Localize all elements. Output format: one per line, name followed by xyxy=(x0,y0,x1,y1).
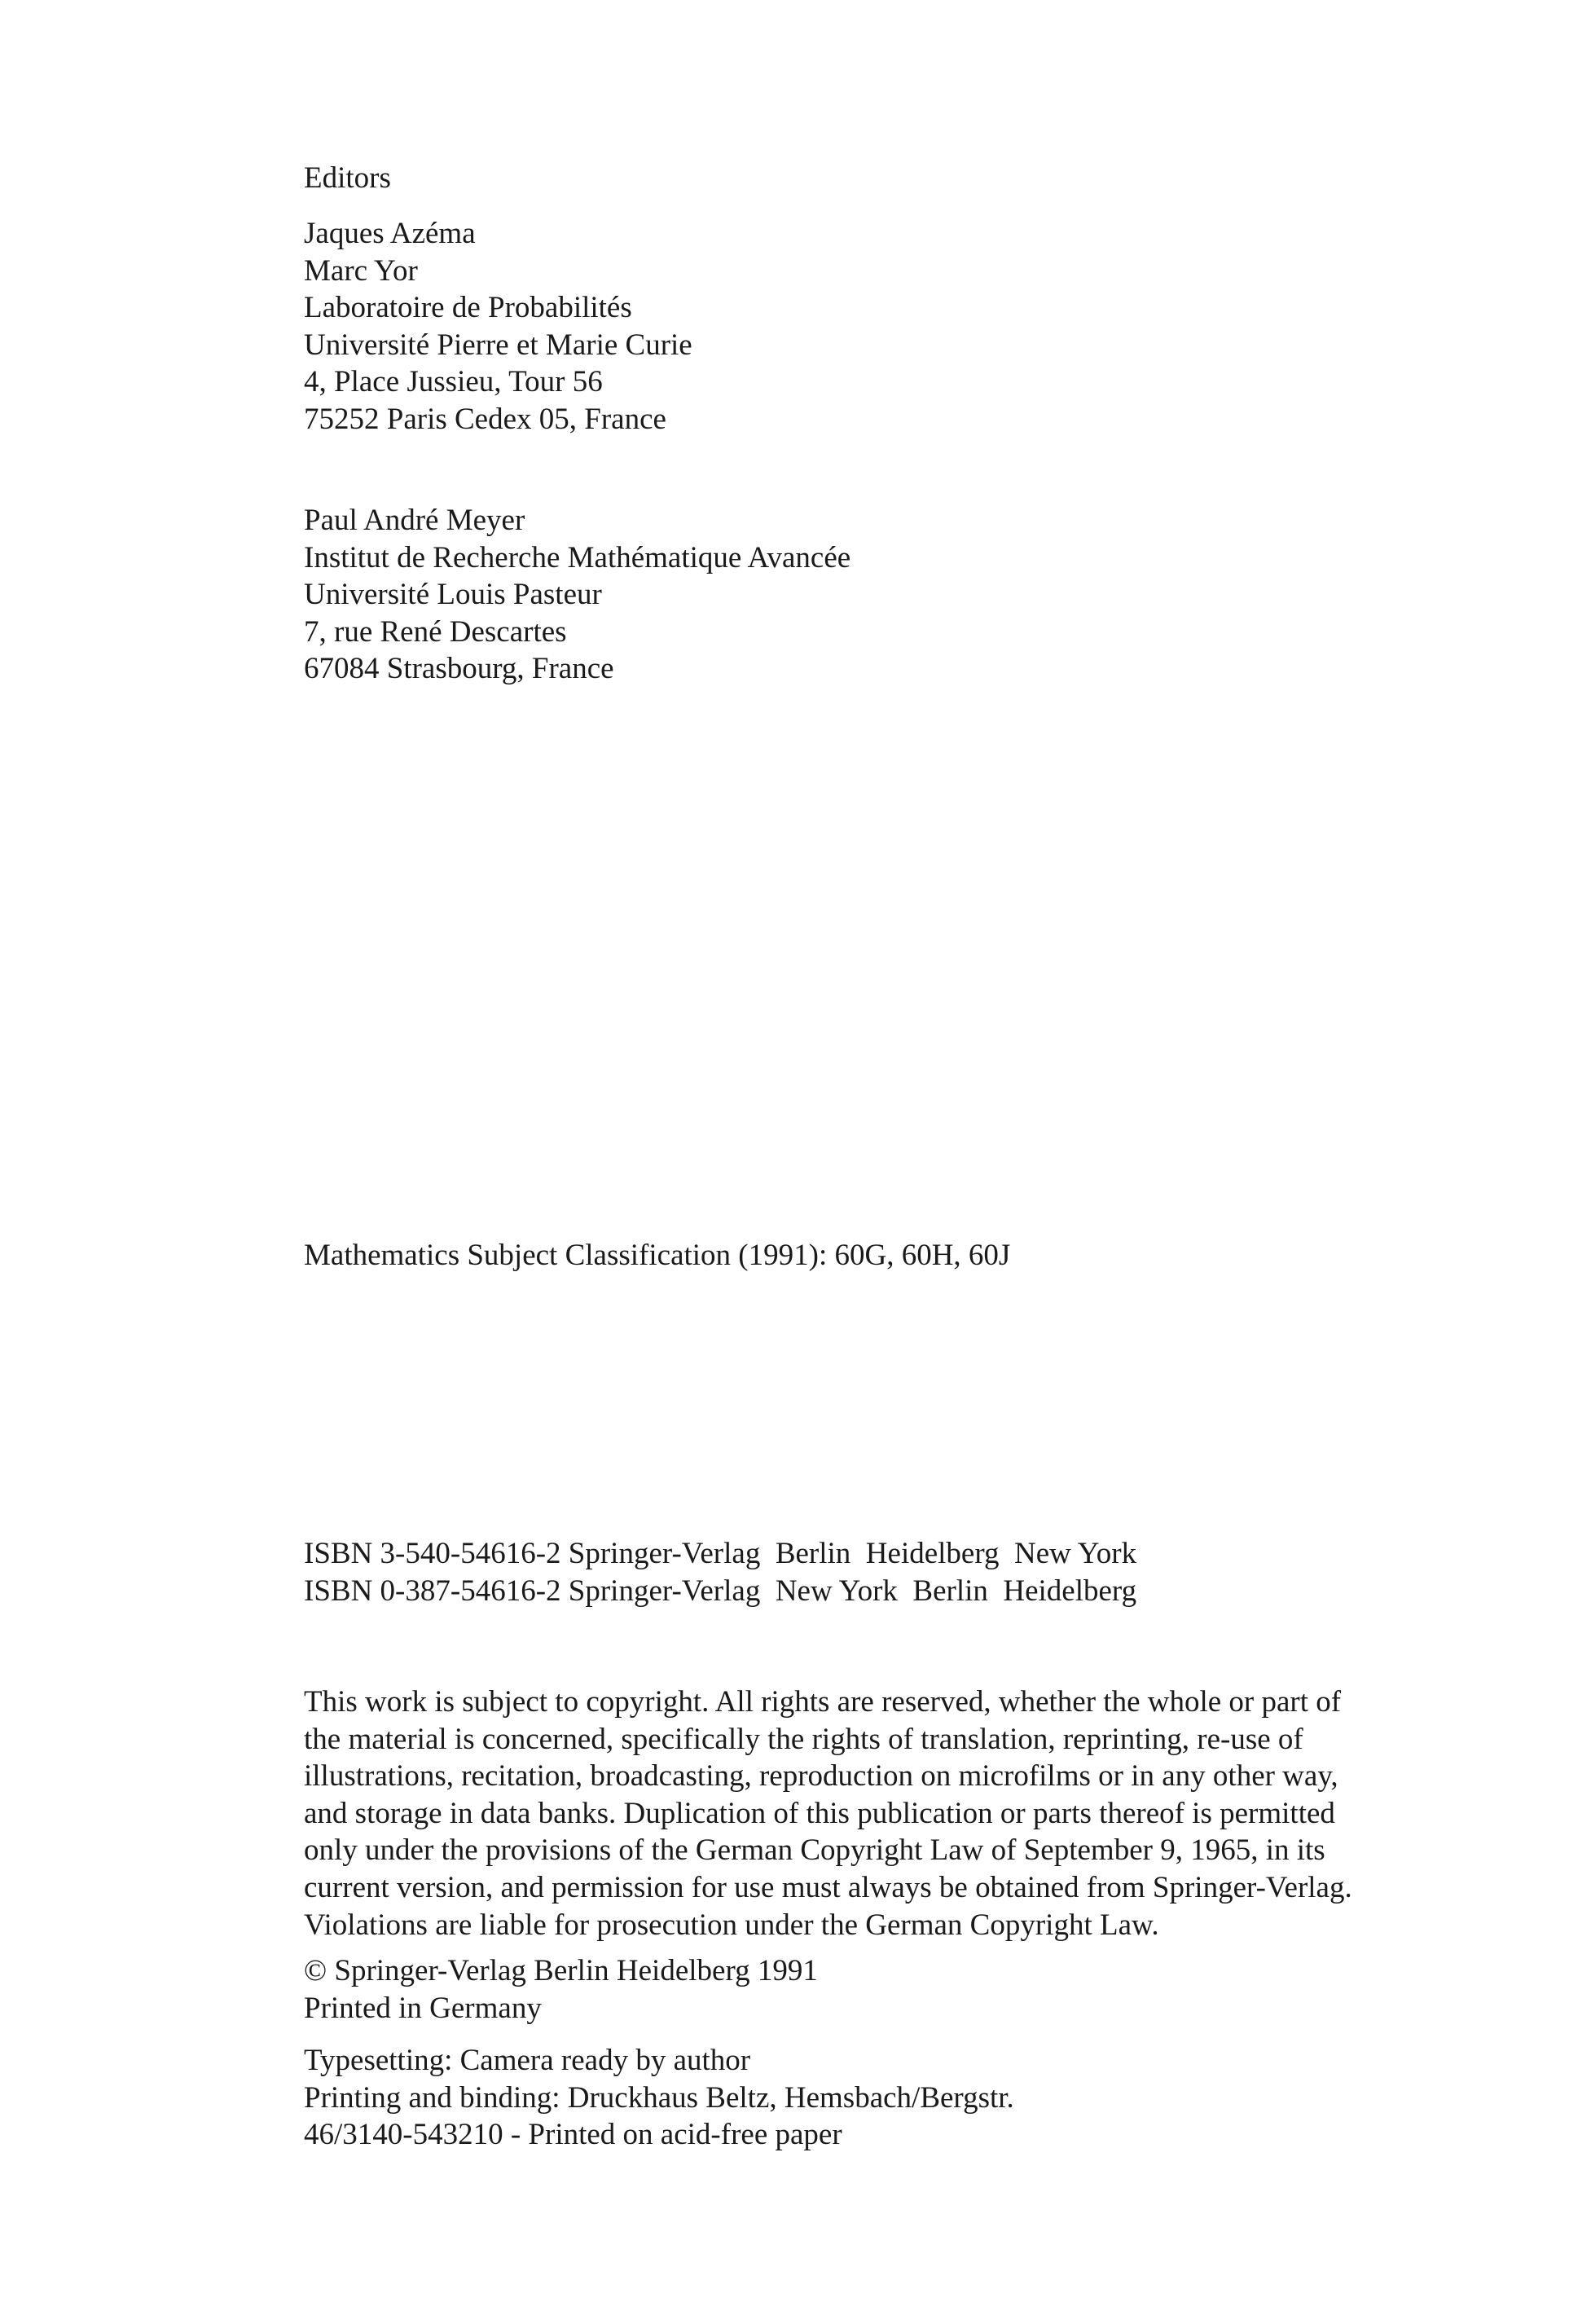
copyright-holder: © Springer-Verlag Berlin Heidelberg 1991 xyxy=(304,1954,818,1987)
editor-address-line: 7, rue René Descartes xyxy=(304,614,567,649)
editor-name: Jaques Azéma xyxy=(304,217,476,250)
subject-classification xyxy=(304,1237,1010,1274)
editor-address-line: Université Pierre et Marie Curie xyxy=(304,328,692,362)
editor-address-line: 75252 Paris Cedex 05, France xyxy=(304,402,666,436)
print-code-line: 46/3140-543210 - Printed on acid-free paper xyxy=(304,2118,842,2152)
editor-address-line: 4, Place Jussieu, Tour 56 xyxy=(304,365,603,399)
copyright-notice-line: current version, and permission for use must always be obtained from Springer-Verlag. xyxy=(304,1870,1352,1904)
copyright-notice-line: illustrations, recitation, broadcasting, reproduction on microfilms or in any other way, xyxy=(304,1759,1338,1794)
editor-address-block-azema-yor xyxy=(304,215,692,438)
editors-heading xyxy=(304,160,391,197)
isbn-block xyxy=(304,1535,1136,1609)
isbn-line: ISBN 0-387-54616-2 Springer-Verlag New York Berlin Heidelberg xyxy=(304,1574,1137,1608)
printing-line: Printing and binding: Druckhaus Beltz, Hemsbach/Bergstr. xyxy=(304,2080,1014,2115)
subject-classification-text: Mathematics Subject Classification (1991): 60G, 60H, 60J xyxy=(304,1239,1011,1272)
typesetting-line: Typesetting: Camera ready by author xyxy=(304,2044,751,2077)
editor-address-line: Institut de Recherche Mathématique Avancée xyxy=(304,540,851,574)
editor-name: Marc Yor xyxy=(304,253,418,288)
copyright-notice xyxy=(304,1684,1428,1943)
editor-name: Paul André Meyer xyxy=(304,504,525,537)
editor-address-line: Laboratoire de Probabilités xyxy=(304,291,632,325)
production-info xyxy=(304,2042,1014,2154)
editor-address-line: 67084 Strasbourg, France xyxy=(304,652,614,686)
copyright-notice-line: the material is concerned, specifically the rights of translation, reprinting, re-use of xyxy=(304,1722,1303,1756)
editors-heading-text: Editors xyxy=(304,161,391,195)
copyright-notice-line: and storage in data banks. Duplication of this publication or parts thereof is permitted xyxy=(304,1796,1335,1830)
editor-address-line: Université Louis Pasteur xyxy=(304,578,602,612)
copyright-holder-block xyxy=(304,1952,818,2027)
editor-address-block-meyer xyxy=(304,502,850,688)
copyright-notice-line: Violations are liable for prosecution under the German Copyright Law. xyxy=(304,1908,1159,1942)
printed-in: Printed in Germany xyxy=(304,1991,542,2025)
copyright-notice-line: only under the provisions of the German Copyright Law of September 9, 1965, in its xyxy=(304,1833,1325,1868)
copyright-notice-line: This work is subject to copyright. All rights are reserved, whether the whole or part of xyxy=(304,1685,1342,1719)
isbn-line: ISBN 3-540-54616-2 Springer-Verlag Berlin Heidelberg New York xyxy=(304,1537,1137,1570)
